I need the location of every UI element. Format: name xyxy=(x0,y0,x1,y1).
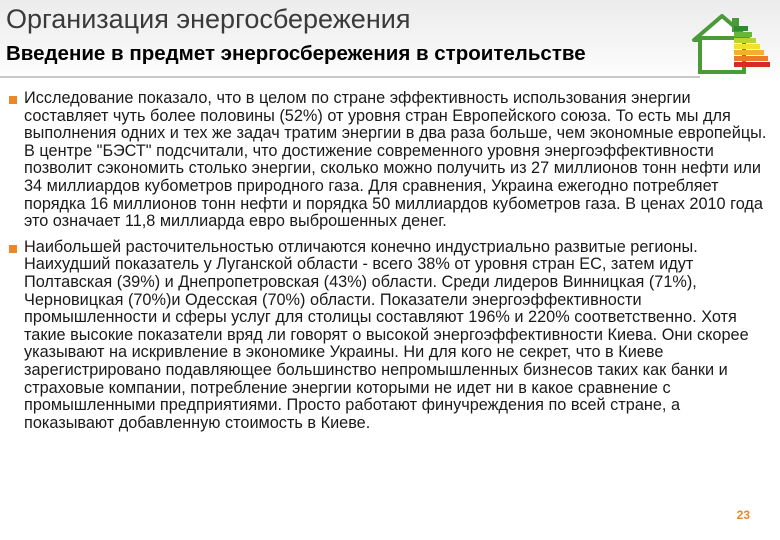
paragraph-efficiency-study: Исследование показало, что в целом по стране эффективность использования энергии составляет чуть более половины (52%) от уровня стран Европейского союза. То есть мы для выполнения одних и тех же задач тратим энергии в два раза больше, чем экономные европейцы. В центре "БЭСТ" подсчитали, что достижение современного уровня энергоэффективности позволит сэкономить столько энергии, сколько можно получить из 27 миллионов тонн нефти или 34 миллиардов кубометров природного газа. Для сравнения, Украина ежегодно потребляет порядка 16 миллионов тонн нефти и порядка 50 миллиардов кубометров газа. В ценах 2010 года это означает 11,8 миллиарда евро выброшенных денег. xyxy=(24,89,767,231)
slide-subtitle: Введение в предмет энергосбережения в строительстве xyxy=(6,42,586,65)
slide-header xyxy=(0,0,780,82)
square-bullet-icon xyxy=(9,245,17,253)
paragraph-regional-comparison: Наибольшей расточительностью отличаются конечно индустриально развитые регионы. Наихудший показатель у Луганской области - всего 38% от уровня стран ЕС, затем идут Полтавская (39%) и Днепропетровская (43%) области. Среди лидеров Винницкая (71%), Черновицкая (70%)и Одесская (70%) области. Показатели энергоэффективности промышленности и сферы услуг для столицы составляют 196% и 220% соответственно. Хотя такие высокие показатели вряд ли говорят о высокой энергоэффективности Киева. Они скорее указывают на искривление в экономике Украины. Ни для кого не секрет, что в Киеве зарегистрировано подавляющее большинство непромышленных бизнесов таких как банки и страховые компании, потребление энергии которыми не идет ни в какое сравнение с промышленными предприятиями. Просто работают финучреждения по всей стране, а показывают добавленную стоимость в Киеве. xyxy=(24,237,749,432)
slide-title: Организация энергосбережения xyxy=(6,4,411,34)
energy-efficiency-house-icon xyxy=(688,10,770,76)
list-item xyxy=(8,90,772,231)
page-number: 23 xyxy=(736,508,750,522)
square-bullet-icon xyxy=(9,96,17,104)
list-item xyxy=(8,239,772,433)
slide-content xyxy=(8,90,772,440)
header-divider xyxy=(0,76,700,78)
